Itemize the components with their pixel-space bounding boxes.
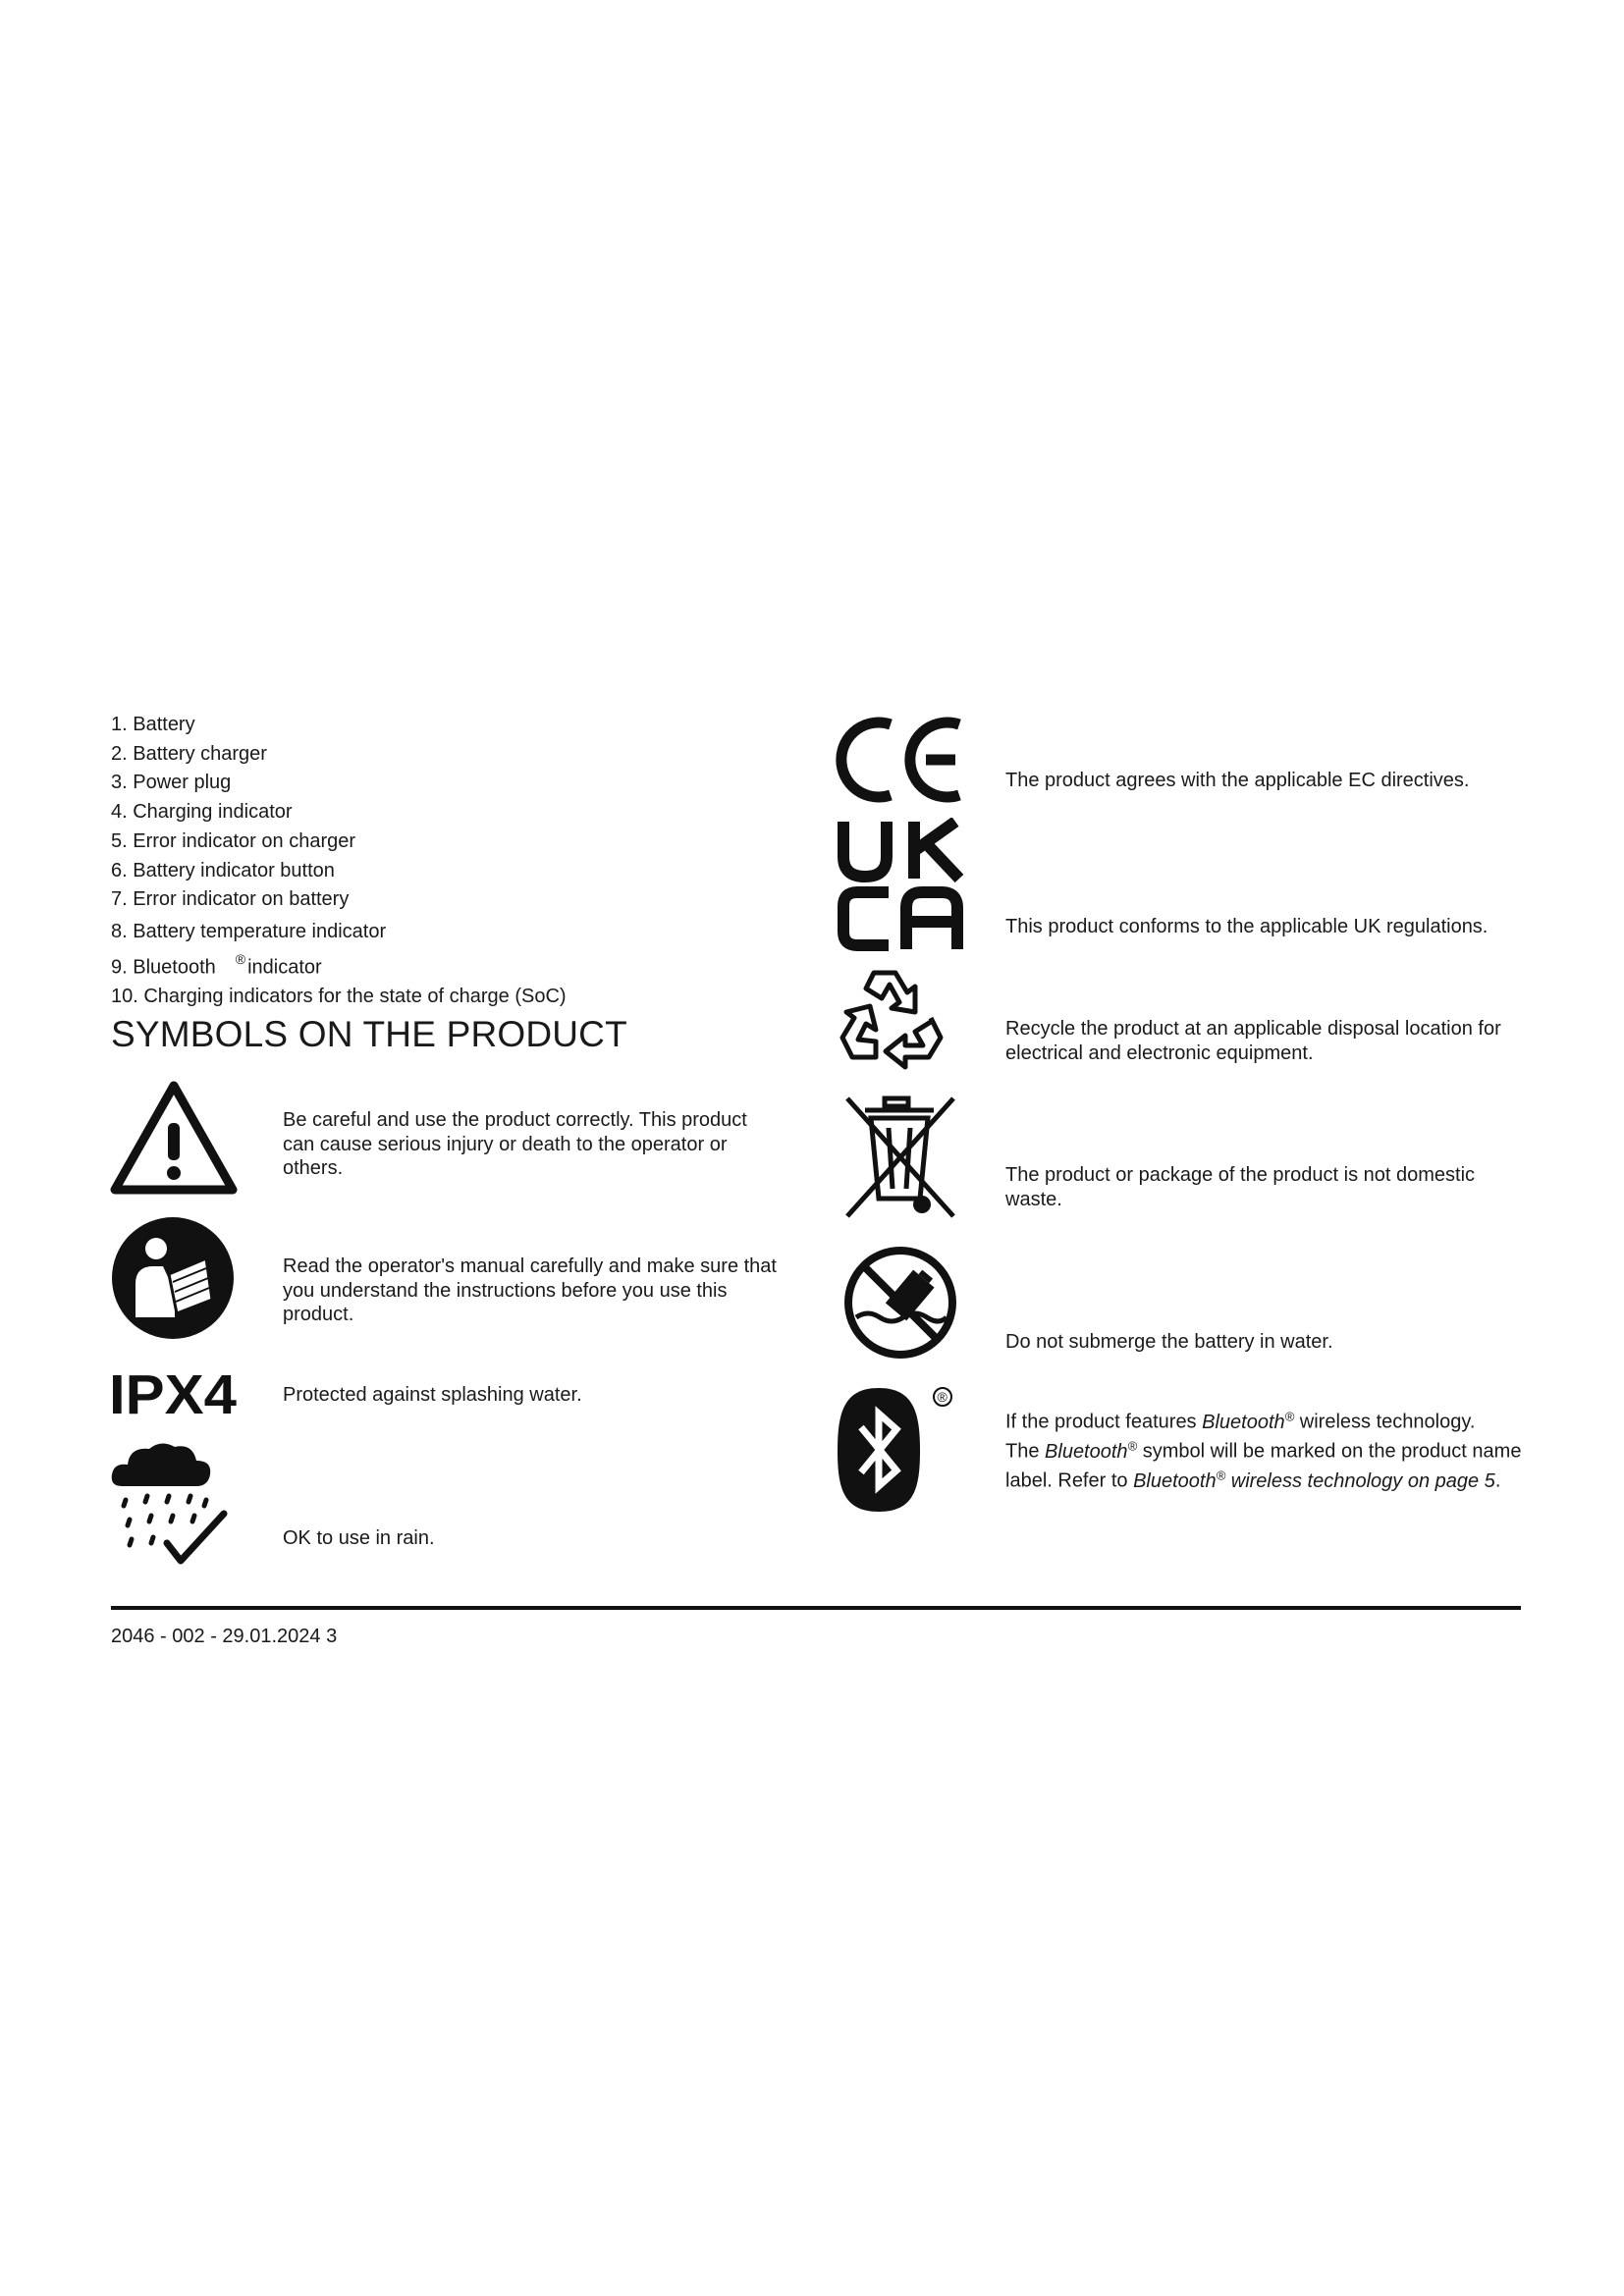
ce-text: The product agrees with the applicable EC directives. (1005, 770, 1470, 791)
section-title: SYMBOLS ON THE PRODUCT (111, 1014, 627, 1054)
page-footer: 2046 - 002 - 29.01.2024 3 (111, 1626, 338, 1647)
list-item: 9. Bluetooth ® indicator (111, 950, 322, 979)
no-submerge-icon (842, 1245, 958, 1361)
ce-mark-icon (836, 713, 965, 807)
list-item: 7. Error indicator on battery (111, 888, 350, 911)
bluetooth-registered-mark: ® (937, 1389, 947, 1405)
manual-text: Read the operator's manual carefully and make sure that you understand the instructions before you use this product. (283, 1255, 777, 1325)
rain-text: OK to use in rain. (283, 1527, 435, 1549)
list-item: 8. Battery temperature indicator (111, 920, 387, 942)
list-item: 4. Charging indicator (111, 801, 293, 824)
list-item: 10. Charging indicators for the state of charge (SoC) (111, 985, 567, 1007)
no-water-text: Do not submerge the battery in water. (1005, 1331, 1333, 1353)
recycle-icon (837, 963, 947, 1071)
list-item: 6. Battery indicator button (111, 859, 335, 881)
read-manual-icon (110, 1215, 236, 1341)
bluetooth-icon (836, 1384, 955, 1514)
bluetooth-text: If the product features Bluetooth® wireless technology. The Bluetooth® symbol will be marked on the product name label. Refer to Bluetooth® wireless technology on page 5. (1005, 1409, 1522, 1492)
footer-divider (111, 1606, 1521, 1610)
ipx4-text: Protected against splashing water. (283, 1384, 582, 1406)
crossed-bin-icon (839, 1095, 961, 1220)
warning-text: Be careful and use the product correctly. This product can cause serious injury or death to the operator or others. (283, 1109, 747, 1179)
ukca-text: This product conforms to the applicable UK regulations. (1005, 916, 1489, 937)
warning-triangle-icon (109, 1080, 239, 1196)
weee-text: The product or package of the product is not domestic waste. (1005, 1164, 1476, 1210)
recycle-text: Recycle the product at an applicable disposal location for electrical and electronic equipment. (1005, 1018, 1501, 1064)
list-item: 1. Battery (111, 714, 195, 735)
registered-mark: ® (235, 950, 246, 967)
list-item: 5. Error indicator on charger (111, 829, 356, 852)
ipx4-icon (109, 1367, 239, 1418)
ipx4-label: IPX4 (109, 1367, 238, 1418)
rain-ok-icon (110, 1439, 228, 1567)
list-item: 2. Battery charger (111, 742, 267, 765)
ukca-mark-icon (836, 818, 965, 951)
list-item: 3. Power plug (111, 772, 232, 794)
parts-list (111, 711, 567, 1012)
